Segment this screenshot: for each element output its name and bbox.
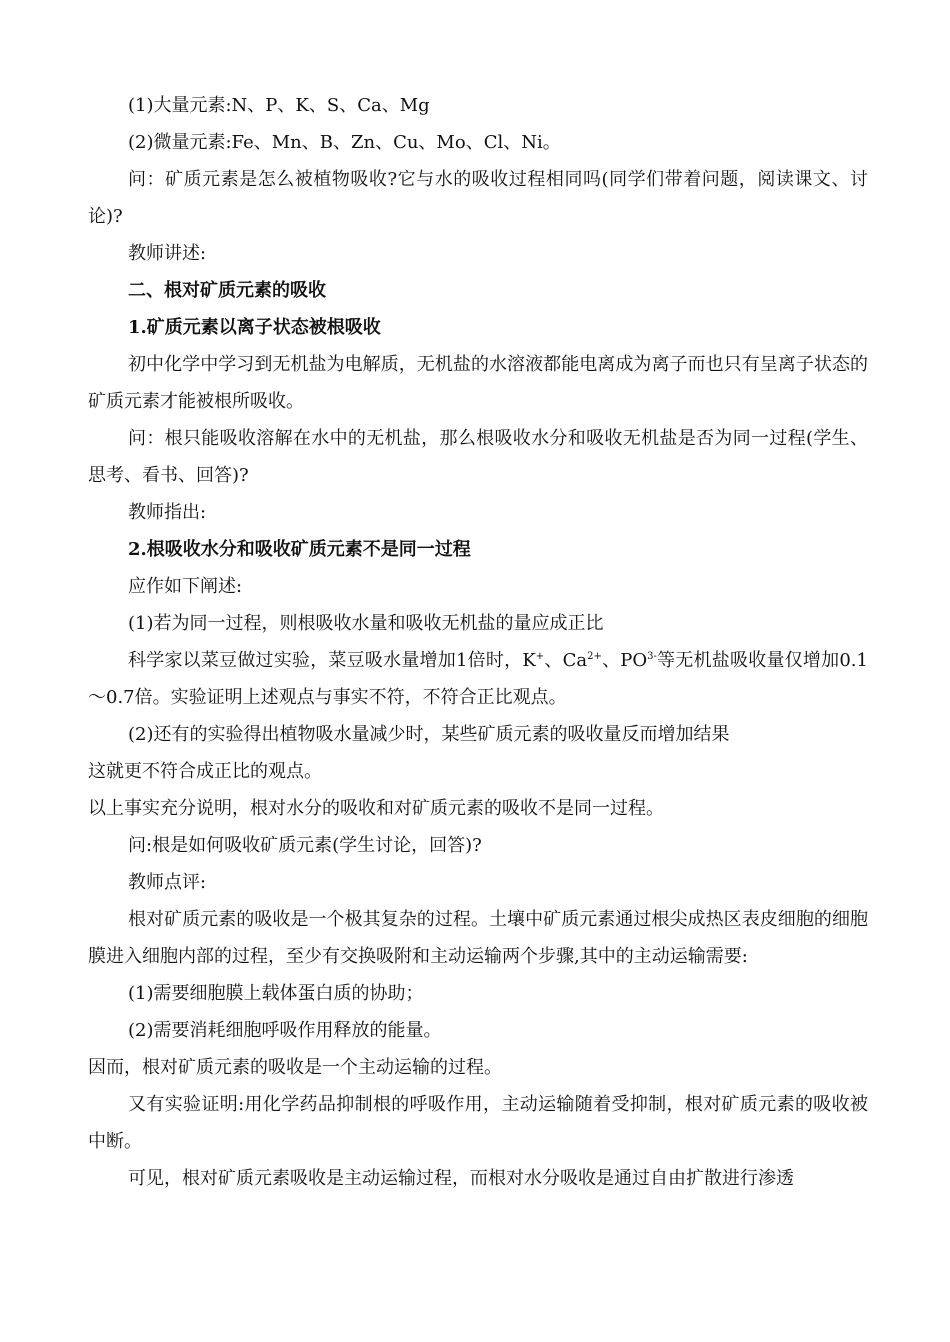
paragraph-not-proportional: 这就更不符合成正比的观点。 [88, 761, 322, 782]
paragraph-bean-experiment [88, 642, 868, 716]
bean-text-3: 、PO [601, 650, 648, 671]
paragraph-carrier-protein: (1)需要细胞膜上载体蛋白质的协助； [128, 983, 424, 1004]
paragraph-question-how: 问:根是如何吸收矿质元素(学生讨论，回答)? [128, 835, 482, 856]
paragraph-teacher-narration: 教师讲述: [128, 243, 207, 264]
phosphate-charge: 3- [647, 651, 657, 662]
bean-text-1: 科学家以菜豆做过实验，菜豆吸水量增加1倍时，K [128, 650, 536, 671]
paragraph-conclusion: 以上事实充分说明，根对水分的吸收和对矿质元素的吸收不是同一过程。 [88, 798, 664, 819]
paragraph-inhibition-experiment: 又有实验证明:用化学药品抑制根的呼吸作用，主动运输随着受抑制，根对矿质元素的吸收被中断。 [88, 1094, 868, 1152]
paragraph-electrolyte: 初中化学中学习到无机盐为电解质，无机盐的水溶液都能电离成为离子而也只有呈离子状态的矿质元素才能被根所吸收。 [88, 354, 868, 412]
paragraph-teacher-points: 教师指出: [128, 502, 207, 523]
paragraph-hypothesis-proportional: (1)若为同一过程，则根吸收水量和吸收无机盐的量应成正比 [128, 613, 604, 634]
paragraph-macro-elements: (1)大量元素:N、P、K、S、Ca、Mg [128, 95, 430, 116]
subheading-not-same-process: 2.根吸收水分和吸收矿质元素不是同一过程 [128, 539, 471, 560]
paragraph-active-transport: 因而，根对矿质元素的吸收是一个主动运输的过程。 [88, 1057, 502, 1078]
section-heading: 二、根对矿质元素的吸收 [128, 280, 326, 301]
bean-text-4: 等无机盐吸收量仅增加0.1～0.7倍。实验证明上述观点与事实不符，不符合正比观点。 [88, 650, 868, 708]
paragraph-other-experiment: (2)还有的实验得出植物吸水量减少时，某些矿质元素的吸收量反而增加结果 [128, 724, 730, 745]
paragraph-teacher-comment: 教师点评: [128, 872, 207, 893]
subheading-ion-absorption: 1.矿质元素以离子状态被根吸收 [128, 317, 381, 338]
paragraph-explain: 应作如下阐述: [128, 576, 243, 597]
calcium-charge: 2+ [587, 651, 602, 662]
bean-text-2: 、Ca [544, 650, 588, 671]
potassium-charge: + [535, 651, 545, 662]
paragraph-question-absorption: 问：矿质元素是怎么被植物吸收?它与水的吸收过程相同吗(同学们带着问题，阅读课文、讨论)? [88, 169, 868, 227]
paragraph-energy: (2)需要消耗细胞呼吸作用释放的能量。 [128, 1020, 442, 1041]
paragraph-micro-elements: (2)微量元素:Fe、Mn、B、Zn、Cu、Mo、Cl、Ni。 [128, 132, 561, 153]
paragraph-question-same-process: 问：根只能吸收溶解在水中的无机盐，那么根吸收水分和吸收无机盐是否为同一过程(学生、思考、看书、回答)? [88, 428, 868, 486]
document-body [88, 87, 868, 1197]
paragraph-complex-process: 根对矿质元素的吸收是一个极其复杂的过程。土壤中矿质元素通过根尖成热区表皮细胞的细胞膜进入细胞内部的过程，至少有交换吸附和主动运输两个步骤,其中的主动运输需要: [88, 909, 868, 967]
paragraph-final-conclusion: 可见，根对矿质元素吸收是主动运输过程，而根对水分吸收是通过自由扩散进行渗透 [128, 1168, 794, 1189]
